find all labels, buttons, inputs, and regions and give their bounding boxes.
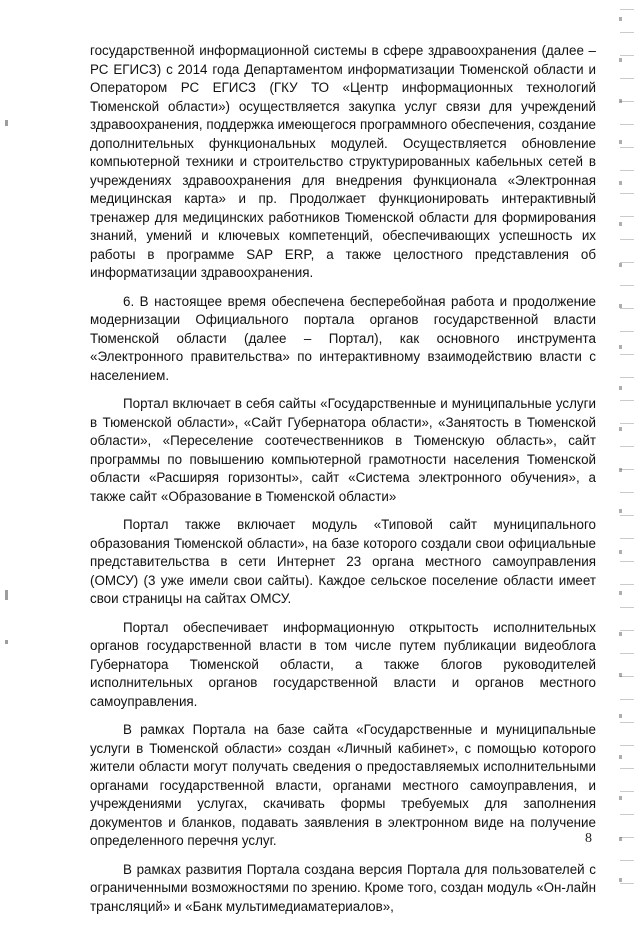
scan-mark [5, 640, 8, 644]
paragraph-egisz-continuation: государственной информационной системы в сфере здравоохранения (далее – РС ЕГИСЗ) с 2014 года Департаментом информатизации Тюменской области и Оператором РС ЕГИСЗ (ГКУ ТО «Центр информационных технологий Тюменской области») осуществляется закупка услуг связи для учреждений здравоохранения, поддержка имеющегося программного обеспечения, создание дополнительных функциональных модулей. Осуществляется обновление компьютерной техники и строительство структурированных кабельных сетей в учреждениях здравоохранения для внедрения функционала «Электронная медицинская карта» и пр. Продолжает функционировать интерактивный тренажер для медицинских работников Тюменской области для формирования знаний, умений и ключевых компетенций, обеспечивающих успешность их работы в программе SAP ERP, а также целостного представления об информатизации здравоохранения. [90, 43, 596, 280]
scan-mark [5, 590, 8, 600]
scan-mark [5, 120, 8, 126]
page-number: 8 [585, 831, 592, 846]
paragraph-personal-cabinet: В рамках Портала на базе сайта «Государственные и муниципальные услуги в Тюменской области» создан «Личный кабинет», с помощью которого жители области могут получать сведения о предоставляемых исполнительными органами государственной власти, органами местного самоуправления, и учреждениями услугах, скачивать формы требуемых для заполнения документов и бланков, подавать заявления в электронном виде на получение определенного перечня услуг. [90, 722, 596, 848]
paragraph-municipal-module: Портал также включает модуль «Типовой сайт муниципального образования Тюменской области», на базе которого создали свои официальные представительства в сети Интернет 23 органа местного самоуправления (ОМСУ) (3 уже имели свои сайты). Каждое сельское поселение области имеет свои страницы на сайтах ОМСУ. [90, 517, 596, 606]
paragraph-portal-sites: Портал включает в себя сайты «Государственные и муниципальные услуги в Тюменской области», «Сайт Губернатора области», «Занятость в Тюменской области», «Переселение соотечественников в Тюменскую область», сайт программы по повышению компьютерной грамотности населения Тюменской области «Расширяя горизонты», сайт «Система электронного обучения», а также сайт «Образование в Тюменской области» [90, 396, 596, 504]
paragraph-portal-modernization: 6. В настоящее время обеспечена бесперебойная работа и продолжение модернизации Официального портала органов государственной власти Тюменской области (далее – Портал), как основного инструмента «Электронного правительства» по интерактивному взаимодействию власти с населением. [90, 293, 596, 383]
body-text [90, 42, 596, 926]
scan-edge-artifact-inner [619, 0, 622, 905]
paragraph-information-openness: Портал обеспечивает информационную открытость исполнительных органов государственной власти в том числе путем публикации видеоблога Губернатора Тюменской области, а также блогов руководителей исполнительных органов государственной власти и органов местного самоуправления. [90, 619, 596, 709]
scan-edge-artifact [620, 0, 634, 905]
paragraph-accessibility-version: В рамках развития Портала создана версия Портала для пользователей с ограниченными возможностями по зрению. Кроме того, создан модуль «Он-лайн трансляций» и «Банк мультимедиаматериалов», [90, 861, 596, 914]
